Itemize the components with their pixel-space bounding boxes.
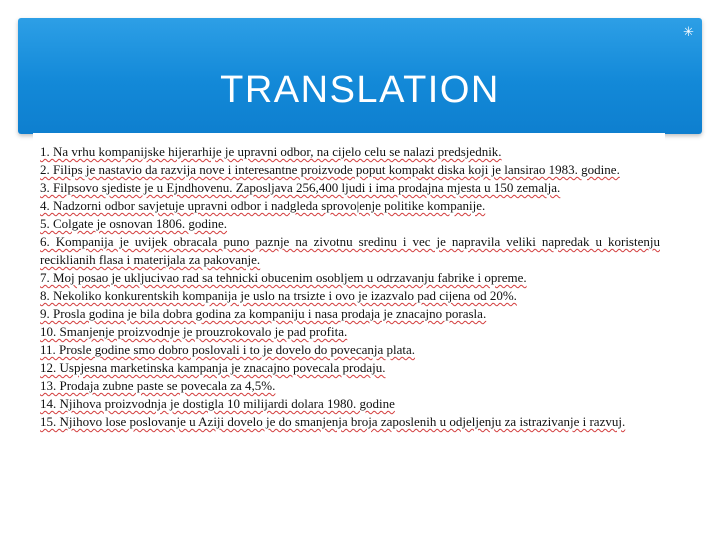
list-item: 9. Prosla godina je bila dobra godina za kompaniju i nasa prodaja je znacajno porasla. bbox=[40, 306, 487, 321]
document-image bbox=[33, 133, 665, 478]
list-item: 11. Prosle godine smo dobro poslovali i to je dovelo do povecanja plata. bbox=[40, 342, 416, 357]
list-item: 8. Nekoliko konkurentskih kompanija je uslo na trsizte i ovo je izazvalo pad cijena od 20%. bbox=[40, 288, 517, 303]
list-item: 3. Filpsovo sjediste je u Ejndhovenu. Zaposljava 256,400 ljudi i ima prodajna mjesta u 150 zemalja. bbox=[40, 180, 561, 195]
list-item: 14. Njihova proizvodnja je dostigla 10 milijardi dolara 1980. godine bbox=[40, 396, 395, 411]
title-banner bbox=[18, 18, 702, 134]
list-item: 1. Na vrhu kompanijske hijerarhije je upravni odbor, na cijelo celu se nalazi predsjednik. bbox=[40, 144, 502, 159]
sparkle-icon: ✳ bbox=[683, 25, 694, 40]
list-item: 5. Colgate je osnovan 1806. godine. bbox=[40, 216, 228, 231]
slide-title: TRANSLATION bbox=[220, 69, 500, 111]
list-item: 10. Smanjenje proizvodnje je prouzrokovalo je pad profita. bbox=[40, 324, 348, 339]
list-item: 7. Moj posao je ukljucivao rad sa tehnicki obucenim osobljem u odrzavanju fabrike i opreme. bbox=[40, 270, 527, 285]
list-item: 13. Prodaja zubne paste se povecala za 4,5%. bbox=[40, 378, 276, 393]
list-item: 12. Uspjesna marketinska kampanja je znacajno povecala prodaju. bbox=[40, 360, 386, 375]
list-item: 2. Filips je nastavio da razvija nove i interesantne proizvode poput kompakt diska koji je lansirao 1983. godine. bbox=[40, 162, 620, 177]
list-item: 6. Kompanija je uvijek obracala puno paznje na zivotnu sredinu i vec je napravila veliki napredak u koristenju reciklianih flasa i materijala za pakovanje. bbox=[40, 234, 660, 267]
list-item: 15. Njihovo lose poslovanje u Aziji dovelo je do smanjenja broja zaposlenih u odjeljenju za istrazivanje i razvuj. bbox=[40, 414, 626, 429]
list-item: 4. Nadzorni odbor savjetuje upravni odbor i nadgleda sprovo|enje politike kompanije. bbox=[40, 198, 486, 213]
sentence-list bbox=[40, 143, 660, 431]
